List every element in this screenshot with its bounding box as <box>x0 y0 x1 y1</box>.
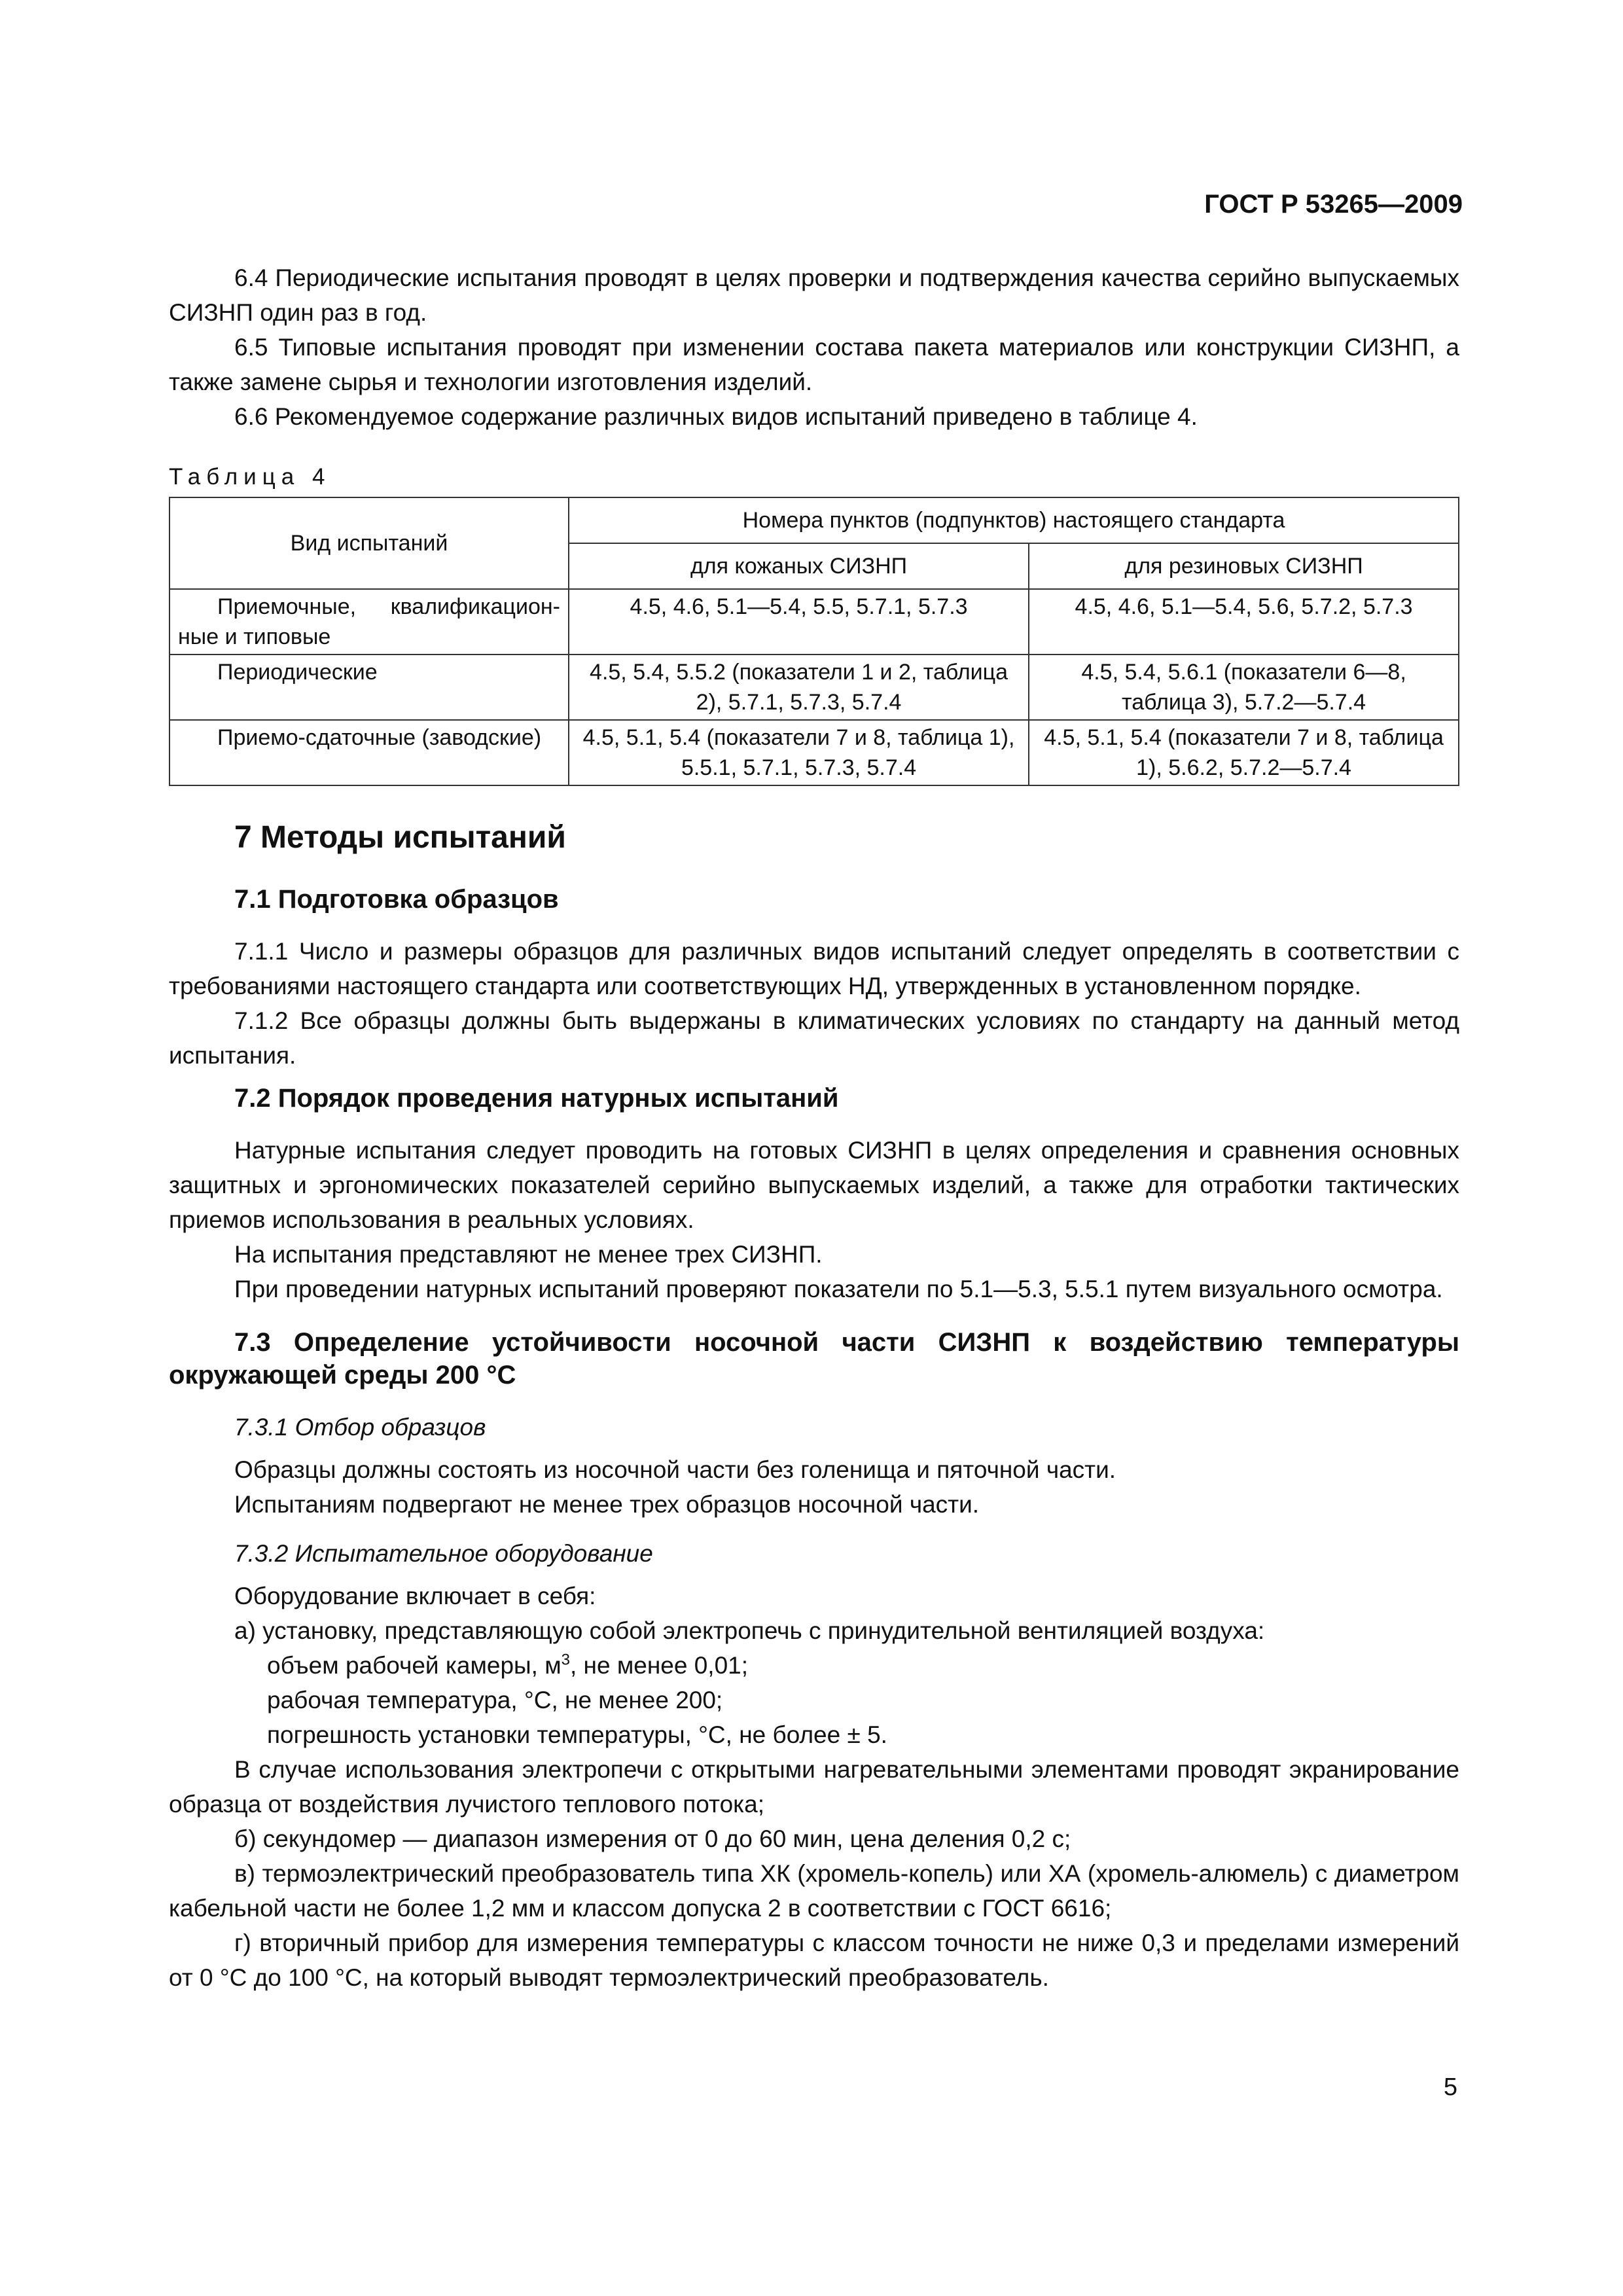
spec-temperature-error: погрешность установки температуры, °С, не более ± 5. <box>267 1721 887 1748</box>
list-item-a: а) установку, представляющую собой электропечь с принудительной вентиляцией воздуха: <box>234 1617 1265 1644</box>
table-caption: Таблица 4 <box>169 464 331 490</box>
cell-kind: Периодические <box>169 655 569 720</box>
paragraph-shielding-note: В случае использования электропечи с открытыми нагревательными элементами проводят экранирование образца от воздействия лучистого теплового потока; <box>169 1756 1459 1818</box>
spec-chamber-volume-text: объем рабочей камеры, м <box>267 1652 562 1679</box>
table-header-row <box>169 497 1459 543</box>
list-item-b: б) секундомер — диапазон измерения от 0 до 60 мин, цена деления 0,2 с; <box>234 1825 1071 1852</box>
spec-working-temperature: рабочая температура, °С, не менее 200; <box>267 1687 723 1713</box>
section-7-2-heading: 7.2 Порядок проведения натурных испытаний <box>234 1084 839 1113</box>
subsection-7-3-1-title: 7.3.1 Отбор образцов <box>234 1414 486 1441</box>
header-leather: для кожаных СИЗНП <box>569 543 1029 589</box>
paragraph-7-1-1: 7.1.1 Число и размеры образцов для различных видов испытаний следует определять в соответствии с требованиями настоящего стандарта или соответствующих НД, утвержденных в установленном порядке. <box>169 938 1459 999</box>
section-7-heading: 7 Методы испытаний <box>234 820 566 855</box>
paragraph-7-1-2: 7.1.2 Все образцы должны быть выдержаны в климатических условиях по стандарту на данный метод испытания. <box>169 1007 1459 1069</box>
header-clause-numbers: Номера пунктов (подпунктов) настоящего стандарта <box>569 497 1459 543</box>
paragraph-7-3-1-a: Образцы должны состоять из носочной части без голенища и пяточной части. <box>234 1456 1116 1483</box>
table-row <box>169 589 1459 655</box>
header-test-kind: Вид испытаний <box>169 497 569 589</box>
paragraph-7-2-a: Натурные испытания следует проводить на готовых СИЗНП в целях определения и сравнения основных защитных и эргономических показателей серийно выпускаемых изделий, а также для отработки тактических приемов использования в реальных условиях. <box>169 1137 1459 1233</box>
cell-leather: 4.5, 5.4, 5.5.2 (показатели 1 и 2, таблица 2), 5.7.1, 5.7.3, 5.7.4 <box>569 655 1029 720</box>
paragraph-6-6: 6.6 Рекомендуемое содержание различных видов испытаний приведено в таблице 4. <box>234 403 1198 430</box>
list-item-d: г) вторичный прибор для измерения температуры с классом точности не ниже 0,3 и пределами измерений от 0 °С до 100 °С, на который выводят термоэлектрический преобразователь. <box>169 1929 1459 1991</box>
cell-rubber: 4.5, 5.1, 5.4 (показатели 7 и 8, таблица 1), 5.6.2, 5.7.2—5.7.4 <box>1029 720 1459 785</box>
paragraph-7-3-1-b: Испытаниям подвергают не менее трех образцов носочной части. <box>234 1491 980 1518</box>
cell-kind: Приемочные, квалификацион-ные и типовые <box>169 589 569 655</box>
spec-chamber-volume-rest: , не менее 0,01; <box>570 1652 749 1679</box>
tests-table <box>169 497 1459 786</box>
section-7-3-heading: 7.3 Определение устойчивости носочной части СИЗНП к воздействию температуры окружающей среды 200 °С <box>169 1328 1459 1390</box>
header-rubber: для резиновых СИЗНП <box>1029 543 1459 589</box>
page-content <box>169 260 1459 1995</box>
paragraph-7-2-c: При проведении натурных испытаний проверяют показатели по 5.1—5.3, 5.5.1 путем визуального осмотра. <box>234 1276 1443 1302</box>
paragraph-6-4: 6.4 Периодические испытания проводят в целях проверки и подтверждения качества серийно выпускаемых СИЗНП один раз в год. <box>169 264 1459 326</box>
table-row <box>169 720 1459 785</box>
cell-rubber: 4.5, 5.4, 5.6.1 (показатели 6—8, таблица 3), 5.7.2—5.7.4 <box>1029 655 1459 720</box>
paragraph-7-3-2-intro: Оборудование включает в себя: <box>234 1583 596 1609</box>
cell-leather: 4.5, 5.1, 5.4 (показатели 7 и 8, таблица 1), 5.5.1, 5.7.1, 5.7.3, 5.7.4 <box>569 720 1029 785</box>
paragraph-6-5: 6.5 Типовые испытания проводят при изменении состава пакета материалов или конструкции СИЗНП, а также замене сырья и технологии изготовления изделий. <box>169 334 1459 395</box>
standard-code: ГОСТ Р 53265—2009 <box>1204 190 1463 219</box>
superscript-3: 3 <box>561 1651 570 1669</box>
cell-leather: 4.5, 4.6, 5.1—5.4, 5.5, 5.7.1, 5.7.3 <box>569 589 1029 655</box>
section-7-1-heading: 7.1 Подготовка образцов <box>234 885 559 914</box>
paragraph-7-2-b: На испытания представляют не менее трех СИЗНП. <box>234 1241 823 1268</box>
cell-kind: Приемо-сдаточные (заводские) <box>169 720 569 785</box>
spec-chamber-volume <box>169 1648 1459 1683</box>
subsection-7-3-2-title: 7.3.2 Испытательное оборудование <box>234 1540 653 1567</box>
page-number: 5 <box>1443 2073 1457 2101</box>
cell-rubber: 4.5, 4.6, 5.1—5.4, 5.6, 5.7.2, 5.7.3 <box>1029 589 1459 655</box>
table-row <box>169 655 1459 720</box>
list-item-c: в) термоэлектрический преобразователь типа ХК (хромель-копель) или ХА (хромель-алюмель) с диаметром кабельной части не более 1,2 мм и классом допуска 2 в соответствии с ГОСТ 6616; <box>169 1860 1459 1922</box>
